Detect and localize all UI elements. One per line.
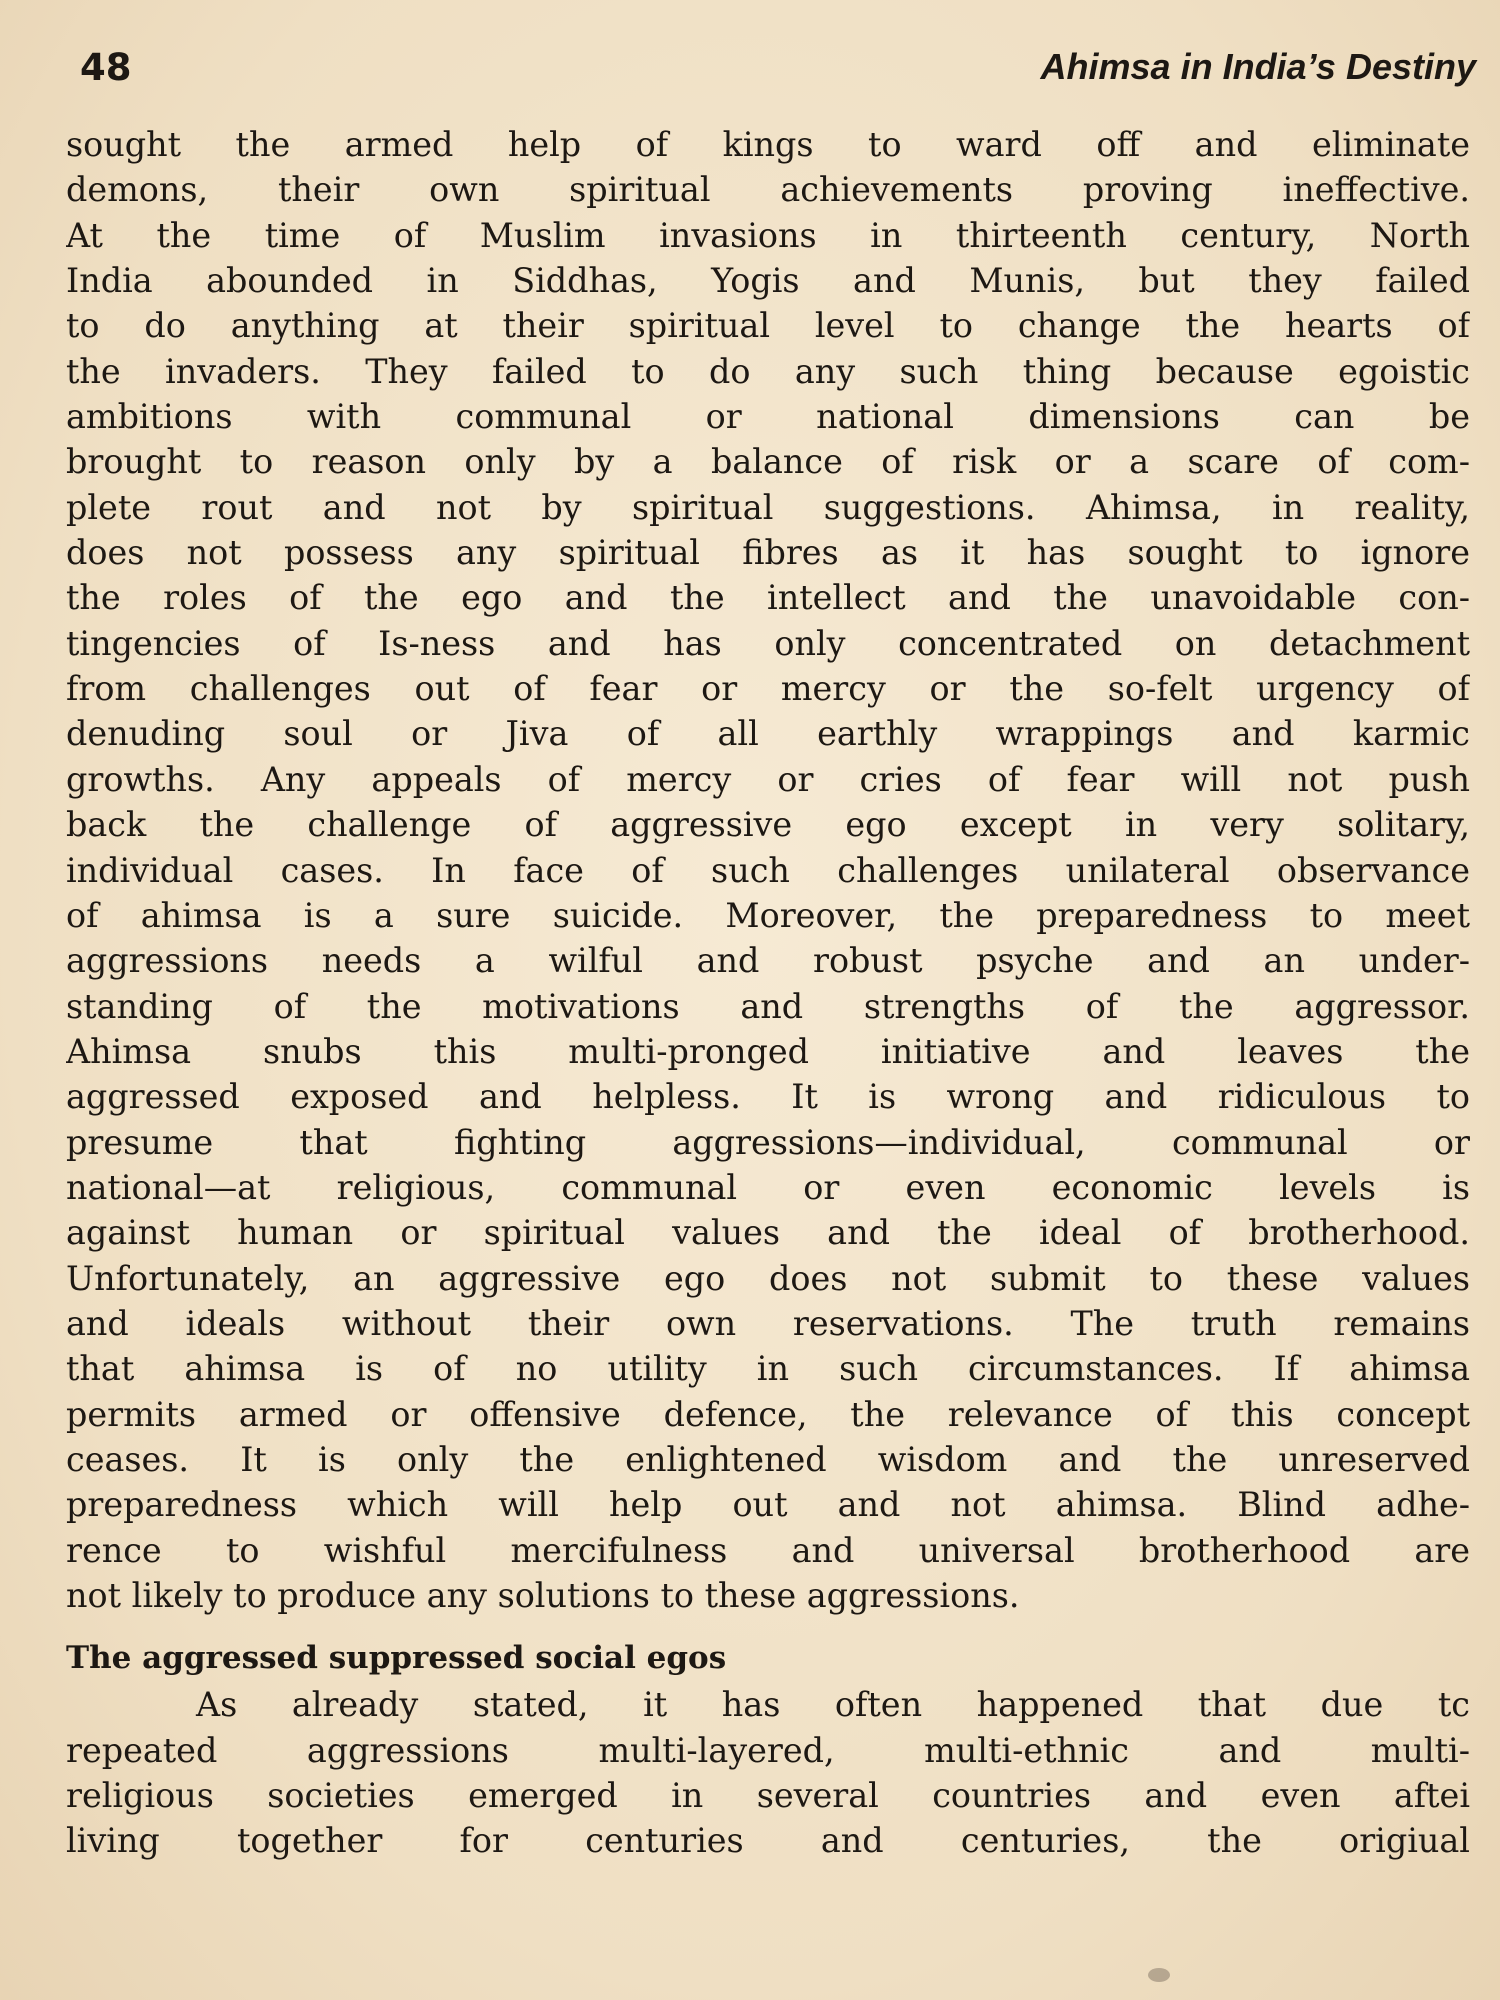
section-heading: The aggressed suppressed social egos <box>66 1640 727 1677</box>
text-line: that ahimsa is of no utility in such circumstances. If ahimsa <box>66 1349 1470 1389</box>
ink-smudge <box>1148 1968 1170 1982</box>
body-text <box>66 122 1470 1864</box>
page-header <box>80 42 1476 92</box>
text-line: the invaders. They failed to do any such thing because egoistic <box>66 351 1470 391</box>
text-line: the roles of the ego and the intellect and the unavoidable con- <box>66 578 1470 618</box>
text-line: permits armed or offensive defence, the relevance of this concept <box>66 1394 1470 1434</box>
text-line: of ahimsa is a sure suicide. Moreover, the preparedness to meet <box>66 895 1470 935</box>
text-line: Ahimsa snubs this multi-pronged initiative and leaves the <box>66 1031 1470 1071</box>
text-line: standing of the motivations and strengths of the aggressor. <box>66 986 1470 1026</box>
text-line: brought to reason only by a balance of risk or a scare of com- <box>66 442 1470 482</box>
text-line: individual cases. In face of such challenges unilateral observance <box>66 850 1470 890</box>
text-line: repeated aggressions multi-layered, multi-ethnic and multi- <box>66 1730 1470 1770</box>
text-line: tingencies of Is-ness and has only concentrated on detachment <box>66 623 1470 663</box>
text-line: back the challenge of aggressive ego except in very solitary, <box>66 805 1470 845</box>
text-line: ceases. It is only the enlightened wisdom and the unreserved <box>66 1439 1470 1479</box>
text-line: plete rout and not by spiritual suggestions. Ahimsa, in reality, <box>66 487 1470 527</box>
text-line: At the time of Muslim invasions in thirteenth century, North <box>66 215 1470 255</box>
running-title: Ahimsa in India’s Destiny <box>1040 46 1476 87</box>
text-line: rence to wishful mercifulness and universal brotherhood are <box>66 1530 1470 1570</box>
text-line: demons, their own spiritual achievements proving ineffective. <box>66 170 1470 210</box>
text-line: sought the armed help of kings to ward off and eliminate <box>66 125 1470 164</box>
text-line: aggressions needs a wilful and robust psyche and an under- <box>66 941 1470 981</box>
text-line: to do anything at their spiritual level to change the hearts of <box>66 306 1470 346</box>
text-line: living together for centuries and centuries, the origiual <box>66 1821 1470 1861</box>
text-line: does not possess any spiritual fibres as it has sought to ignore <box>66 533 1470 573</box>
text-line: presume that fighting aggressions—individual, communal or <box>66 1122 1470 1162</box>
text-line: religious societies emerged in several countries and even aftei <box>66 1776 1470 1816</box>
text-line: and ideals without their own reservations. The truth remains <box>66 1303 1470 1343</box>
page-number: 48 <box>80 45 132 89</box>
text-line: national—at religious, communal or even economic levels is <box>66 1167 1470 1207</box>
text-line: denuding soul or Jiva of all earthly wrappings and karmic <box>66 714 1470 754</box>
text-line: aggressed exposed and helpless. It is wrong and ridiculous to <box>66 1077 1470 1117</box>
text-line: growths. Any appeals of mercy or cries of fear will not push <box>66 759 1470 799</box>
text-line: As already stated, it has often happened that due tc <box>196 1685 1470 1725</box>
text-line: preparedness which will help out and not ahimsa. Blind adhe- <box>66 1485 1470 1525</box>
text-line: Unfortunately, an aggressive ego does not submit to these values <box>66 1258 1470 1298</box>
text-line: not likely to produce any solutions to these aggressions. <box>66 1576 1020 1615</box>
text-line: India abounded in Siddhas, Yogis and Munis, but they failed <box>66 261 1470 301</box>
paragraph <box>66 1682 1470 1863</box>
text-line: against human or spiritual values and the ideal of brotherhood. <box>66 1213 1470 1253</box>
text-line: from challenges out of fear or mercy or the so-felt urgency of <box>66 669 1470 709</box>
text-line: ambitions with communal or national dimensions can be <box>66 397 1470 437</box>
paragraph <box>66 122 1470 1618</box>
